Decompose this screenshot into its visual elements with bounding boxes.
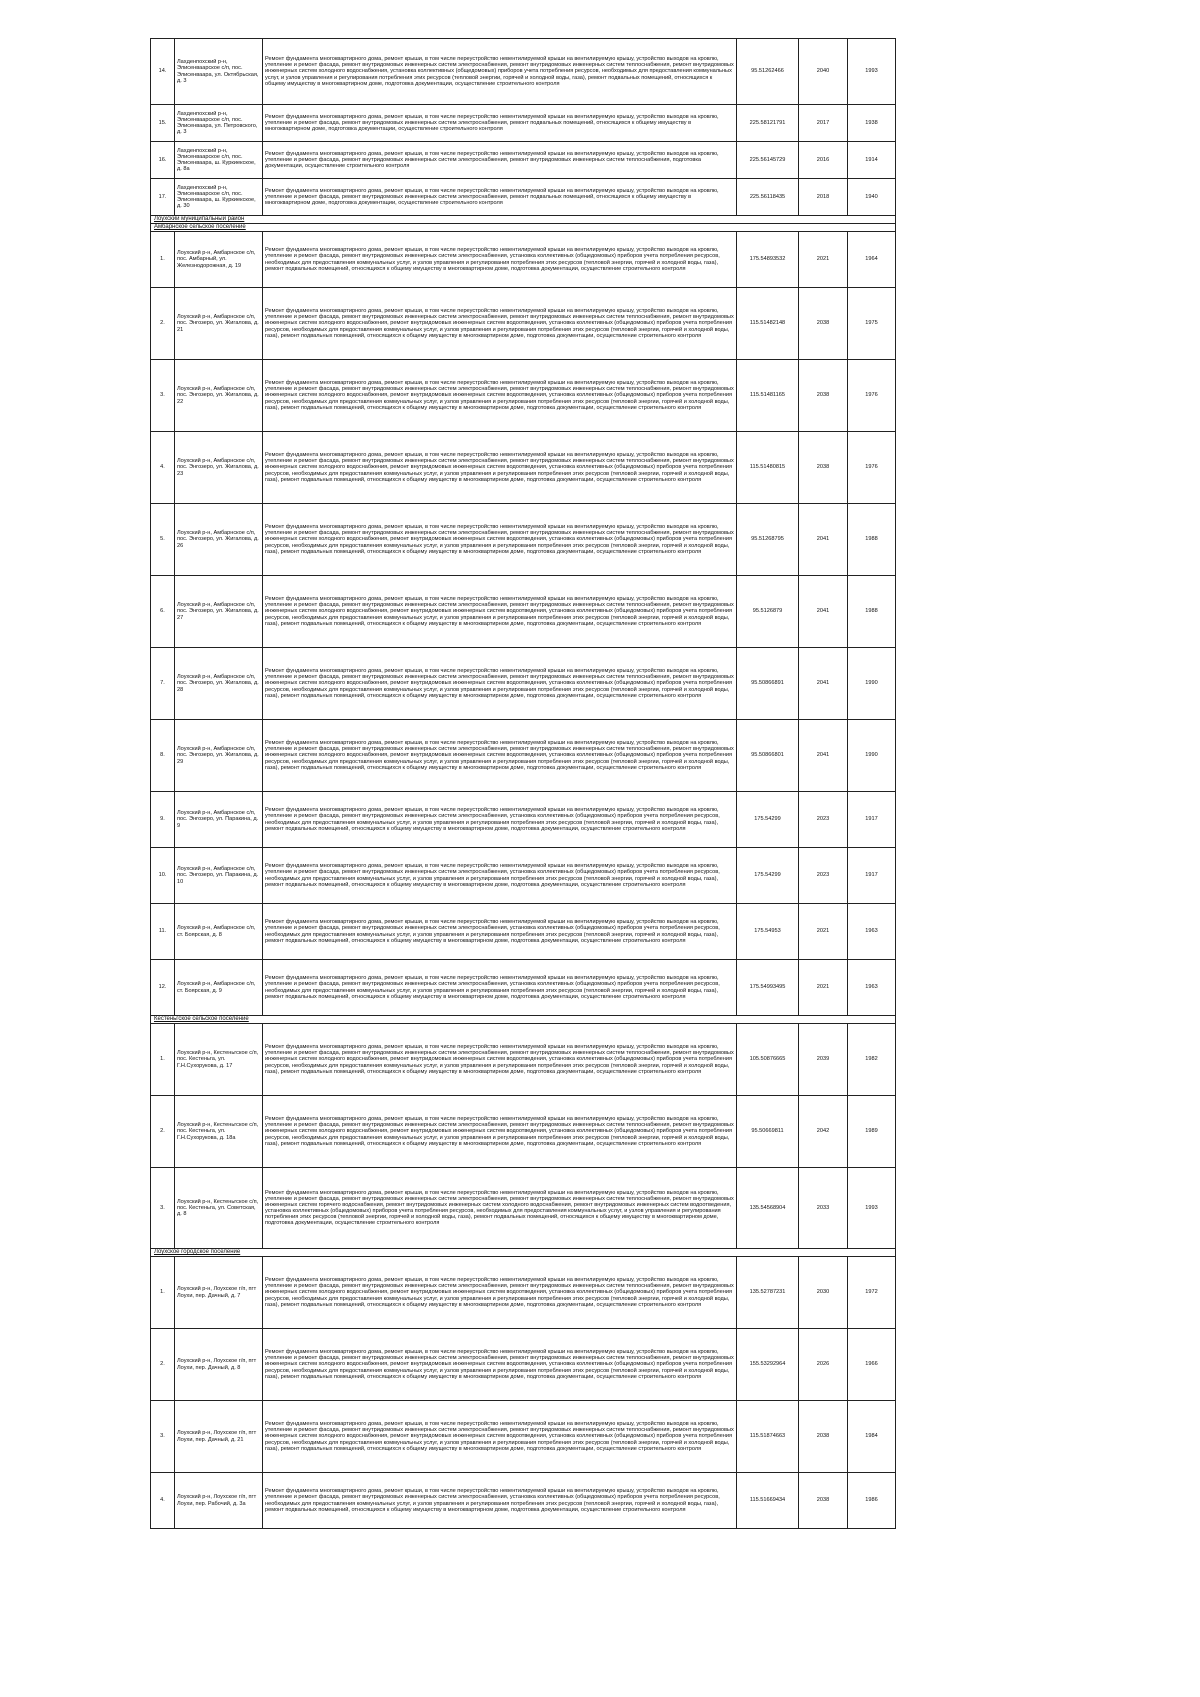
planned-year-cell: 2040 bbox=[799, 39, 848, 105]
row-number-cell: 1. bbox=[151, 1024, 175, 1096]
settlement-header-row bbox=[151, 1016, 896, 1024]
build-year-cell: 1990 bbox=[848, 648, 896, 720]
table-row bbox=[151, 232, 896, 288]
build-year-cell: 1989 bbox=[848, 1096, 896, 1168]
build-year-cell: 1993 bbox=[848, 39, 896, 105]
unit-cost-cell: 135.52787231 bbox=[737, 1257, 799, 1329]
document-page bbox=[150, 38, 895, 1529]
works-description-cell: Ремонт фундамента многоквартирного дома, ремонт крыши, в том числе переустройство невентилируемой крыши на вентилируемую крышу, устройство выходов на кровлю, утепление и ремонт фасада, ремонт внутридомовых инженерных систем электроснабжения, ремонт внутридомовых инженерных систем теплоснабжения, ремонт внутридомовых инженерных систем холодного водоснабжения, ремонт внутридомовых инженерных систем водоотведения, установка коллективных (общедомовых) приборов учета потребления ресурсов, необходимых для предоставления коммунальных услуг, и узлов управления и регулирования потребления этих ресурсов (тепловой энергии, горячей и холодной воды, газа), ремонт подвальных помещений, относящихся к общему имуществу в многоквартирном доме, подготовка документации, осуществление строительного контроля bbox=[263, 1024, 737, 1096]
table-row bbox=[151, 848, 896, 904]
works-description-cell: Ремонт фундамента многоквартирного дома, ремонт крыши, в том числе переустройство невентилируемой крыши на вентилируемую крышу, устройство выходов на кровлю, утепление и ремонт фасада, ремонт внутридомовых инженерных систем электроснабжения, ремонт внутридомовых инженерных систем теплоснабжения, ремонт внутридомовых инженерных систем холодного водоснабжения, ремонт внутридомовых инженерных систем водоотведения, установка коллективных (общедомовых) приборов учета потребления ресурсов, необходимых для предоставления коммунальных услуг, и узлов управления и регулирования потребления этих ресурсов (тепловой энергии, горячей и холодной воды, газа), ремонт подвальных помещений, относящихся к общему имуществу в многоквартирном доме, подготовка документации, осуществление строительного контроля bbox=[263, 1401, 737, 1473]
capital-repair-table bbox=[150, 38, 896, 1529]
planned-year-cell: 2038 bbox=[799, 288, 848, 360]
address-cell: Лоухский р-н, Лоухское г/п, пгт Лоухи, пер. Дачный, д. 7 bbox=[175, 1257, 263, 1329]
table-row bbox=[151, 576, 896, 648]
unit-cost-cell: 155.53292964 bbox=[737, 1329, 799, 1401]
works-description-cell: Ремонт фундамента многоквартирного дома, ремонт крыши, в том числе переустройство невентилируемой крыши на вентилируемую крышу, устройство выходов на кровлю, утепление и ремонт фасада, ремонт внутридомовых инженерных систем электроснабжения, ремонт подвальных помещений, относящихся к общему имуществу в многоквартирном доме, подготовка документации, осуществление строительного контроля bbox=[263, 105, 737, 142]
address-cell: Лоухский р-н, Амбарнское с/п, пос. Энгозеро, ул. Жигалова, д. 22 bbox=[175, 360, 263, 432]
build-year-cell: 1975 bbox=[848, 288, 896, 360]
build-year-cell: 1964 bbox=[848, 232, 896, 288]
works-description-cell: Ремонт фундамента многоквартирного дома, ремонт крыши, в том числе переустройство невентилируемой крыши на вентилируемую крышу, устройство выходов на кровлю, утепление и ремонт фасада, ремонт внутридомовых инженерных систем электроснабжения, ремонт внутридомовых инженерных систем теплоснабжения, подготовка документации, осуществление строительного контроля bbox=[263, 142, 737, 179]
planned-year-cell: 2021 bbox=[799, 904, 848, 960]
build-year-cell: 1963 bbox=[848, 960, 896, 1016]
address-cell: Лоухский р-н, Кестеньгское с/п, пос. Кестеньга, ул. Г.Н.Сухорукова, д. 17 bbox=[175, 1024, 263, 1096]
address-cell: Лахденпохский р-н, Элисенваарское с/п, пос. Элисенваара, ул. Октябрьская, д. 3 bbox=[175, 39, 263, 105]
build-year-cell: 1988 bbox=[848, 504, 896, 576]
build-year-cell: 1986 bbox=[848, 1473, 896, 1529]
works-description-cell: Ремонт фундамента многоквартирного дома, ремонт крыши, в том числе переустройство невентилируемой крыши на вентилируемую крышу, устройство выходов на кровлю, утепление и ремонт фасада, ремонт внутридомовых инженерных систем электроснабжения, установка коллективных (общедомовых) приборов учета потребления ресурсов, необходимых для предоставления коммунальных услуг, и узлов управления и регулирования потребления этих ресурсов (тепловой энергии, горячей и холодной воды, газа), ремонт подвальных помещений, относящихся к общему имуществу в многоквартирном доме, подготовка документации, осуществление строительного контроля bbox=[263, 232, 737, 288]
planned-year-cell: 2021 bbox=[799, 960, 848, 1016]
build-year-cell: 1966 bbox=[848, 1329, 896, 1401]
table-row bbox=[151, 720, 896, 792]
row-number-cell: 16. bbox=[151, 142, 175, 179]
settlement-header-row bbox=[151, 224, 896, 232]
unit-cost-cell: 95.51268795 bbox=[737, 504, 799, 576]
row-number-cell: 4. bbox=[151, 432, 175, 504]
row-number-cell: 3. bbox=[151, 1168, 175, 1249]
works-description-cell: Ремонт фундамента многоквартирного дома, ремонт крыши, в том числе переустройство невентилируемой крыши на вентилируемую крышу, устройство выходов на кровлю, утепление и ремонт фасада, ремонт внутридомовых инженерных систем электроснабжения, ремонт внутридомовых инженерных систем теплоснабжения, ремонт внутридомовых инженерных систем холодного водоснабжения, ремонт внутридомовых инженерных систем водоотведения, установка коллективных (общедомовых) приборов учета потребления ресурсов, необходимых для предоставления коммунальных услуг, и узлов управления и регулирования потребления этих ресурсов (тепловой энергии, горячей и холодной воды, газа), ремонт подвальных помещений, относящихся к общему имуществу в многоквартирном доме, подготовка документации, осуществление строительного контроля bbox=[263, 576, 737, 648]
table-row bbox=[151, 1024, 896, 1096]
table-row bbox=[151, 142, 896, 179]
table-row bbox=[151, 648, 896, 720]
unit-cost-cell: 175.54299 bbox=[737, 792, 799, 848]
address-cell: Лоухский р-н, Амбарнское с/п, пос. Энгозеро, ул. Жигалова, д. 21 bbox=[175, 288, 263, 360]
works-description-cell: Ремонт фундамента многоквартирного дома, ремонт крыши, в том числе переустройство невентилируемой крыши на вентилируемую крышу, устройство выходов на кровлю, утепление и ремонт фасада, ремонт внутридомовых инженерных систем электроснабжения, ремонт внутридомовых инженерных систем теплоснабжения, ремонт внутридомовых инженерных систем холодного водоснабжения, ремонт внутридомовых инженерных систем водоотведения, установка коллективных (общедомовых) приборов учета потребления ресурсов, необходимых для предоставления коммунальных услуг, и узлов управления и регулирования потребления этих ресурсов (тепловой энергии, горячей и холодной воды, газа), ремонт подвальных помещений, относящихся к общему имуществу в многоквартирном доме, подготовка документации, осуществление строительного контроля bbox=[263, 1096, 737, 1168]
works-description-cell: Ремонт фундамента многоквартирного дома, ремонт крыши, в том числе переустройство невентилируемой крыши на вентилируемую крышу, устройство выходов на кровлю, утепление и ремонт фасада, ремонт внутридомовых инженерных систем электроснабжения, установка коллективных (общедомовых) приборов учета потребления ресурсов, необходимых для предоставления коммунальных услуг, и узлов управления и регулирования потребления этих ресурсов (тепловой энергии, горячей и холодной воды, газа), ремонт подвальных помещений, относящихся к общему имуществу в многоквартирном доме, подготовка документации, осуществление строительного контроля bbox=[263, 792, 737, 848]
planned-year-cell: 2041 bbox=[799, 720, 848, 792]
address-cell: Лоухский р-н, Амбарнское с/п, пос. Амбарный, ул. Железнодорожная, д. 19 bbox=[175, 232, 263, 288]
settlement-title: Лоухское городское поселение bbox=[151, 1249, 896, 1257]
unit-cost-cell: 95.5126879 bbox=[737, 576, 799, 648]
works-description-cell: Ремонт фундамента многоквартирного дома, ремонт крыши, в том числе переустройство невентилируемой крыши на вентилируемую крышу, устройство выходов на кровлю, утепление и ремонт фасада, ремонт внутридомовых инженерных систем электроснабжения, ремонт внутридомовых инженерных систем теплоснабжения, ремонт внутридомовых инженерных систем холодного водоснабжения, установка коллективных (общедомовых) приборов учета потребления ресурсов, необходимых для предоставления коммунальных услуг, и узлов управления и регулирования потребления этих ресурсов (тепловой энергии, горячей и холодной воды, газа), ремонт подвальных помещений, относящихся к общему имуществу в многоквартирном доме, подготовка документации, осуществление строительного контроля bbox=[263, 39, 737, 105]
table-row bbox=[151, 432, 896, 504]
works-description-cell: Ремонт фундамента многоквартирного дома, ремонт крыши, в том числе переустройство невентилируемой крыши на вентилируемую крышу, устройство выходов на кровлю, утепление и ремонт фасада, ремонт внутридомовых инженерных систем электроснабжения, ремонт внутридомовых инженерных систем теплоснабжения, ремонт внутридомовых инженерных систем холодного водоснабжения, ремонт внутридомовых инженерных систем водоотведения, установка коллективных (общедомовых) приборов учета потребления ресурсов, необходимых для предоставления коммунальных услуг, и узлов управления и регулирования потребления этих ресурсов (тепловой энергии, горячей и холодной воды, газа), ремонт подвальных помещений, относящихся к общему имуществу в многоквартирном доме, подготовка документации, осуществление строительного контроля bbox=[263, 720, 737, 792]
table-row bbox=[151, 960, 896, 1016]
works-description-cell: Ремонт фундамента многоквартирного дома, ремонт крыши, в том числе переустройство невентилируемой крыши на вентилируемую крышу, устройство выходов на кровлю, утепление и ремонт фасада, ремонт внутридомовых инженерных систем электроснабжения, установка коллективных (общедомовых) приборов учета потребления ресурсов, необходимых для предоставления коммунальных услуг, и узлов управления и регулирования потребления этих ресурсов (тепловой энергии, горячей и холодной воды, газа), ремонт подвальных помещений, относящихся к общему имуществу в многоквартирном доме, подготовка документации, осуществление строительного контроля bbox=[263, 1473, 737, 1529]
row-number-cell: 1. bbox=[151, 1257, 175, 1329]
works-description-cell: Ремонт фундамента многоквартирного дома, ремонт крыши, в том числе переустройство невентилируемой крыши на вентилируемую крышу, устройство выходов на кровлю, утепление и ремонт фасада, ремонт внутридомовых инженерных систем электроснабжения, ремонт внутридомовых инженерных систем теплоснабжения, ремонт внутридомовых инженерных систем холодного водоснабжения, ремонт внутридомовых инженерных систем водоотведения, установка коллективных (общедомовых) приборов учета потребления ресурсов, необходимых для предоставления коммунальных услуг, и узлов управления и регулирования потребления этих ресурсов (тепловой энергии, горячей и холодной воды, газа), ремонт подвальных помещений, относящихся к общему имуществу в многоквартирном доме, подготовка документации, осуществление строительного контроля bbox=[263, 1329, 737, 1401]
build-year-cell: 1917 bbox=[848, 792, 896, 848]
planned-year-cell: 2033 bbox=[799, 1168, 848, 1249]
address-cell: Лоухский р-н, Амбарнское с/п, пос. Энгозеро, ул. Паракина, д. 10 bbox=[175, 848, 263, 904]
unit-cost-cell: 115.51482148 bbox=[737, 288, 799, 360]
row-number-cell: 4. bbox=[151, 1473, 175, 1529]
row-number-cell: 3. bbox=[151, 360, 175, 432]
row-number-cell: 14. bbox=[151, 39, 175, 105]
row-number-cell: 2. bbox=[151, 1096, 175, 1168]
planned-year-cell: 2041 bbox=[799, 576, 848, 648]
planned-year-cell: 2038 bbox=[799, 360, 848, 432]
address-cell: Лоухский р-н, Амбарнское с/п, пос. Энгозеро, ул. Жигалова, д. 23 bbox=[175, 432, 263, 504]
row-number-cell: 7. bbox=[151, 648, 175, 720]
planned-year-cell: 2021 bbox=[799, 232, 848, 288]
unit-cost-cell: 175.54893532 bbox=[737, 232, 799, 288]
address-cell: Лоухский р-н, Лоухское г/п, пгт Лоухи, пер. Дачный, д. 21 bbox=[175, 1401, 263, 1473]
planned-year-cell: 2017 bbox=[799, 105, 848, 142]
planned-year-cell: 2018 bbox=[799, 179, 848, 216]
planned-year-cell: 2038 bbox=[799, 1401, 848, 1473]
table-row bbox=[151, 39, 896, 105]
row-number-cell: 10. bbox=[151, 848, 175, 904]
district-title: Лоухский муниципальный район bbox=[151, 216, 896, 224]
planned-year-cell: 2041 bbox=[799, 648, 848, 720]
planned-year-cell: 2041 bbox=[799, 504, 848, 576]
table-row bbox=[151, 1096, 896, 1168]
unit-cost-cell: 115.51481165 bbox=[737, 360, 799, 432]
unit-cost-cell: 115.51669434 bbox=[737, 1473, 799, 1529]
address-cell: Лоухский р-н, Кестеньгское с/п, пос. Кестеньга, ул. Советская, д. 8 bbox=[175, 1168, 263, 1249]
works-description-cell: Ремонт фундамента многоквартирного дома, ремонт крыши, в том числе переустройство невентилируемой крыши на вентилируемую крышу, устройство выходов на кровлю, утепление и ремонт фасада, ремонт внутридомовых инженерных систем электроснабжения, ремонт внутридомовых инженерных систем теплоснабжения, ремонт внутридомовых инженерных систем холодного водоснабжения, ремонт внутридомовых инженерных систем водоотведения, установка коллективных (общедомовых) приборов учета потребления ресурсов, необходимых для предоставления коммунальных услуг, и узлов управления и регулирования потребления этих ресурсов (тепловой энергии, горячей и холодной воды, газа), ремонт подвальных помещений, относящихся к общему имуществу в многоквартирном доме, подготовка документации, осуществление строительного контроля bbox=[263, 648, 737, 720]
works-description-cell: Ремонт фундамента многоквартирного дома, ремонт крыши, в том числе переустройство невентилируемой крыши на вентилируемую крышу, устройство выходов на кровлю, утепление и ремонт фасада, ремонт внутридомовых инженерных систем электроснабжения, ремонт подвальных помещений, относящихся к общему имуществу в многоквартирном доме, подготовка документации, осуществление строительного контроля bbox=[263, 179, 737, 216]
unit-cost-cell: 175.54299 bbox=[737, 848, 799, 904]
build-year-cell: 1938 bbox=[848, 105, 896, 142]
address-cell: Лоухский р-н, Амбарнское с/п, пос. Энгозеро, ул. Жигалова, д. 29 bbox=[175, 720, 263, 792]
address-cell: Лоухский р-н, Амбарнское с/п, ст. Боярская, д. 9 bbox=[175, 960, 263, 1016]
address-cell: Лоухский р-н, Амбарнское с/п, пос. Энгозеро, ул. Жигалова, д. 26 bbox=[175, 504, 263, 576]
table-row bbox=[151, 105, 896, 142]
table-row bbox=[151, 1257, 896, 1329]
row-number-cell: 5. bbox=[151, 504, 175, 576]
build-year-cell: 1988 bbox=[848, 576, 896, 648]
works-description-cell: Ремонт фундамента многоквартирного дома, ремонт крыши, в том числе переустройство невентилируемой крыши на вентилируемую крышу, устройство выходов на кровлю, утепление и ремонт фасада, ремонт внутридомовых инженерных систем электроснабжения, ремонт внутридомовых инженерных систем теплоснабжения, ремонт внутридомовых инженерных систем горячего водоснабжения, ремонт внутридомовых инженерных систем холодного водоснабжения, ремонт внутридомовых инженерных систем водоотведения, установка коллективных (общедомовых) приборов учета потребления ресурсов, необходимых для предоставления коммунальных услуг, и узлов управления и регулирования потребления этих ресурсов (тепловой энергии, горячей и холодной воды, газа), ремонт подвальных помещений, относящихся к общему имуществу в многоквартирном доме, подготовка документации, осуществление строительного контроля bbox=[263, 1168, 737, 1249]
row-number-cell: 3. bbox=[151, 1401, 175, 1473]
build-year-cell: 1972 bbox=[848, 1257, 896, 1329]
build-year-cell: 1993 bbox=[848, 1168, 896, 1249]
build-year-cell: 1914 bbox=[848, 142, 896, 179]
settlement-title: Амбарнское сельское поселение bbox=[151, 224, 896, 232]
unit-cost-cell: 95.50866801 bbox=[737, 720, 799, 792]
unit-cost-cell: 135.54568904 bbox=[737, 1168, 799, 1249]
row-number-cell: 2. bbox=[151, 1329, 175, 1401]
planned-year-cell: 2039 bbox=[799, 1024, 848, 1096]
unit-cost-cell: 115.51480815 bbox=[737, 432, 799, 504]
build-year-cell: 1976 bbox=[848, 432, 896, 504]
row-number-cell: 15. bbox=[151, 105, 175, 142]
table-row bbox=[151, 288, 896, 360]
table-row bbox=[151, 1473, 896, 1529]
unit-cost-cell: 225.56118435 bbox=[737, 179, 799, 216]
table-row bbox=[151, 179, 896, 216]
district-header-row bbox=[151, 216, 896, 224]
row-number-cell: 2. bbox=[151, 288, 175, 360]
build-year-cell: 1940 bbox=[848, 179, 896, 216]
unit-cost-cell: 175.54993495 bbox=[737, 960, 799, 1016]
unit-cost-cell: 175.54953 bbox=[737, 904, 799, 960]
planned-year-cell: 2042 bbox=[799, 1096, 848, 1168]
works-description-cell: Ремонт фундамента многоквартирного дома, ремонт крыши, в том числе переустройство невентилируемой крыши на вентилируемую крышу, устройство выходов на кровлю, утепление и ремонт фасада, ремонт внутридомовых инженерных систем электроснабжения, ремонт внутридомовых инженерных систем теплоснабжения, ремонт внутридомовых инженерных систем холодного водоснабжения, ремонт внутридомовых инженерных систем водоотведения, установка коллективных (общедомовых) приборов учета потребления ресурсов, необходимых для предоставления коммунальных услуг, и узлов управления и регулирования потребления этих ресурсов (тепловой энергии, горячей и холодной воды, газа), ремонт подвальных помещений, относящихся к общему имуществу в многоквартирном доме, подготовка документации, осуществление строительного контроля bbox=[263, 360, 737, 432]
address-cell: Лахденпохский р-н, Элисенваарское с/п, пос. Элисенваара, ш. Куркиекское, д. 30 bbox=[175, 179, 263, 216]
address-cell: Лоухский р-н, Амбарнское с/п, пос. Энгозеро, ул. Жигалова, д. 27 bbox=[175, 576, 263, 648]
row-number-cell: 6. bbox=[151, 576, 175, 648]
table-row bbox=[151, 504, 896, 576]
build-year-cell: 1984 bbox=[848, 1401, 896, 1473]
unit-cost-cell: 115.51874663 bbox=[737, 1401, 799, 1473]
address-cell: Лахденпохский р-н, Элисенваарское с/п, пос. Элисенваара, ул. Петровского, д. 3 bbox=[175, 105, 263, 142]
table-row bbox=[151, 792, 896, 848]
row-number-cell: 11. bbox=[151, 904, 175, 960]
planned-year-cell: 2023 bbox=[799, 848, 848, 904]
works-description-cell: Ремонт фундамента многоквартирного дома, ремонт крыши, в том числе переустройство невентилируемой крыши на вентилируемую крышу, устройство выходов на кровлю, утепление и ремонт фасада, ремонт внутридомовых инженерных систем электроснабжения, ремонт внутридомовых инженерных систем теплоснабжения, ремонт внутридомовых инженерных систем холодного водоснабжения, ремонт внутридомовых инженерных систем водоотведения, установка коллективных (общедомовых) приборов учета потребления ресурсов, необходимых для предоставления коммунальных услуг, и узлов управления и регулирования потребления этих ресурсов (тепловой энергии, горячей и холодной воды, газа), ремонт подвальных помещений, относящихся к общему имуществу в многоквартирном доме, подготовка документации, осуществление строительного контроля bbox=[263, 504, 737, 576]
settlement-title: Кестеньгское сельское поселение bbox=[151, 1016, 896, 1024]
row-number-cell: 8. bbox=[151, 720, 175, 792]
works-description-cell: Ремонт фундамента многоквартирного дома, ремонт крыши, в том числе переустройство невентилируемой крыши на вентилируемую крышу, устройство выходов на кровлю, утепление и ремонт фасада, ремонт внутридомовых инженерных систем электроснабжения, ремонт внутридомовых инженерных систем теплоснабжения, ремонт внутридомовых инженерных систем холодного водоснабжения, ремонт внутридомовых инженерных систем водоотведения, установка коллективных (общедомовых) приборов учета потребления ресурсов, необходимых для предоставления коммунальных услуг, и узлов управления и регулирования потребления этих ресурсов (тепловой энергии, горячей и холодной воды, газа), ремонт подвальных помещений, относящихся к общему имуществу в многоквартирном доме, подготовка документации, осуществление строительного контроля bbox=[263, 288, 737, 360]
address-cell: Лоухский р-н, Кестеньгское с/п, пос. Кестеньга, ул. Г.Н.Сухорукова, д. 18а bbox=[175, 1096, 263, 1168]
row-number-cell: 17. bbox=[151, 179, 175, 216]
address-cell: Лоухский р-н, Амбарнское с/п, пос. Энгозеро, ул. Жигалова, д. 28 bbox=[175, 648, 263, 720]
build-year-cell: 1963 bbox=[848, 904, 896, 960]
planned-year-cell: 2038 bbox=[799, 432, 848, 504]
unit-cost-cell: 225.58121791 bbox=[737, 105, 799, 142]
row-number-cell: 12. bbox=[151, 960, 175, 1016]
address-cell: Лоухский р-н, Амбарнское с/п, пос. Энгозеро, ул. Паракина, д. 9 bbox=[175, 792, 263, 848]
table-body bbox=[151, 39, 896, 1529]
table-row bbox=[151, 360, 896, 432]
works-description-cell: Ремонт фундамента многоквартирного дома, ремонт крыши, в том числе переустройство невентилируемой крыши на вентилируемую крышу, устройство выходов на кровлю, утепление и ремонт фасада, ремонт внутридомовых инженерных систем электроснабжения, ремонт внутридомовых инженерных систем теплоснабжения, ремонт внутридомовых инженерных систем холодного водоснабжения, ремонт внутридомовых инженерных систем водоотведения, установка коллективных (общедомовых) приборов учета потребления ресурсов, необходимых для предоставления коммунальных услуг, и узлов управления и регулирования потребления этих ресурсов (тепловой энергии, горячей и холодной воды, газа), ремонт подвальных помещений, относящихся к общему имуществу в многоквартирном доме, подготовка документации, осуществление строительного контроля bbox=[263, 432, 737, 504]
unit-cost-cell: 95.51262466 bbox=[737, 39, 799, 105]
works-description-cell: Ремонт фундамента многоквартирного дома, ремонт крыши, в том числе переустройство невентилируемой крыши на вентилируемую крышу, устройство выходов на кровлю, утепление и ремонт фасада, ремонт внутридомовых инженерных систем электроснабжения, установка коллективных (общедомовых) приборов учета потребления ресурсов, необходимых для предоставления коммунальных услуг, и узлов управления и регулирования потребления этих ресурсов (тепловой энергии, горячей и холодной воды, газа), ремонт подвальных помещений, относящихся к общему имуществу в многоквартирном доме, подготовка документации, осуществление строительного контроля bbox=[263, 904, 737, 960]
planned-year-cell: 2038 bbox=[799, 1473, 848, 1529]
address-cell: Лоухский р-н, Лоухское г/п, пгт Лоухи, пер. Рабочий, д. 3а bbox=[175, 1473, 263, 1529]
unit-cost-cell: 105.50876665 bbox=[737, 1024, 799, 1096]
build-year-cell: 1976 bbox=[848, 360, 896, 432]
table-row bbox=[151, 1401, 896, 1473]
works-description-cell: Ремонт фундамента многоквартирного дома, ремонт крыши, в том числе переустройство невентилируемой крыши на вентилируемую крышу, устройство выходов на кровлю, утепление и ремонт фасада, ремонт внутридомовых инженерных систем электроснабжения, установка коллективных (общедомовых) приборов учета потребления ресурсов, необходимых для предоставления коммунальных услуг, и узлов управления и регулирования потребления этих ресурсов (тепловой энергии, горячей и холодной воды, газа), ремонт подвальных помещений, относящихся к общему имуществу в многоквартирном доме, подготовка документации, осуществление строительного контроля bbox=[263, 848, 737, 904]
build-year-cell: 1982 bbox=[848, 1024, 896, 1096]
address-cell: Лахденпохский р-н, Элисенваарское с/п, пос. Элисенваара, ш. Куркиекское, д. 8а bbox=[175, 142, 263, 179]
table-row bbox=[151, 1168, 896, 1249]
address-cell: Лоухский р-н, Лоухское г/п, пгт Лоухи, пер. Дачный, д. 8 bbox=[175, 1329, 263, 1401]
planned-year-cell: 2030 bbox=[799, 1257, 848, 1329]
planned-year-cell: 2026 bbox=[799, 1329, 848, 1401]
planned-year-cell: 2023 bbox=[799, 792, 848, 848]
table-row bbox=[151, 904, 896, 960]
unit-cost-cell: 95.50669811 bbox=[737, 1096, 799, 1168]
works-description-cell: Ремонт фундамента многоквартирного дома, ремонт крыши, в том числе переустройство невентилируемой крыши на вентилируемую крышу, устройство выходов на кровлю, утепление и ремонт фасада, ремонт внутридомовых инженерных систем электроснабжения, установка коллективных (общедомовых) приборов учета потребления ресурсов, необходимых для предоставления коммунальных услуг, и узлов управления и регулирования потребления этих ресурсов (тепловой энергии, горячей и холодной воды, газа), ремонт подвальных помещений, относящихся к общему имуществу в многоквартирном доме, подготовка документации, осуществление строительного контроля bbox=[263, 960, 737, 1016]
address-cell: Лоухский р-н, Амбарнское с/п, ст. Боярская, д. 8 bbox=[175, 904, 263, 960]
build-year-cell: 1917 bbox=[848, 848, 896, 904]
planned-year-cell: 2016 bbox=[799, 142, 848, 179]
unit-cost-cell: 225.56145729 bbox=[737, 142, 799, 179]
works-description-cell: Ремонт фундамента многоквартирного дома, ремонт крыши, в том числе переустройство невентилируемой крыши на вентилируемую крышу, устройство выходов на кровлю, утепление и ремонт фасада, ремонт внутридомовых инженерных систем электроснабжения, ремонт внутридомовых инженерных систем теплоснабжения, ремонт внутридомовых инженерных систем холодного водоснабжения, ремонт внутридомовых инженерных систем водоотведения, установка коллективных (общедомовых) приборов учета потребления ресурсов, необходимых для предоставления коммунальных услуг, и узлов управления и регулирования потребления этих ресурсов (тепловой энергии, горячей и холодной воды, газа), ремонт подвальных помещений, относящихся к общему имуществу в многоквартирном доме, подготовка документации, осуществление строительного контроля bbox=[263, 1257, 737, 1329]
table-row bbox=[151, 1329, 896, 1401]
unit-cost-cell: 95.50866891 bbox=[737, 648, 799, 720]
settlement-header-row bbox=[151, 1249, 896, 1257]
build-year-cell: 1990 bbox=[848, 720, 896, 792]
row-number-cell: 9. bbox=[151, 792, 175, 848]
row-number-cell: 1. bbox=[151, 232, 175, 288]
